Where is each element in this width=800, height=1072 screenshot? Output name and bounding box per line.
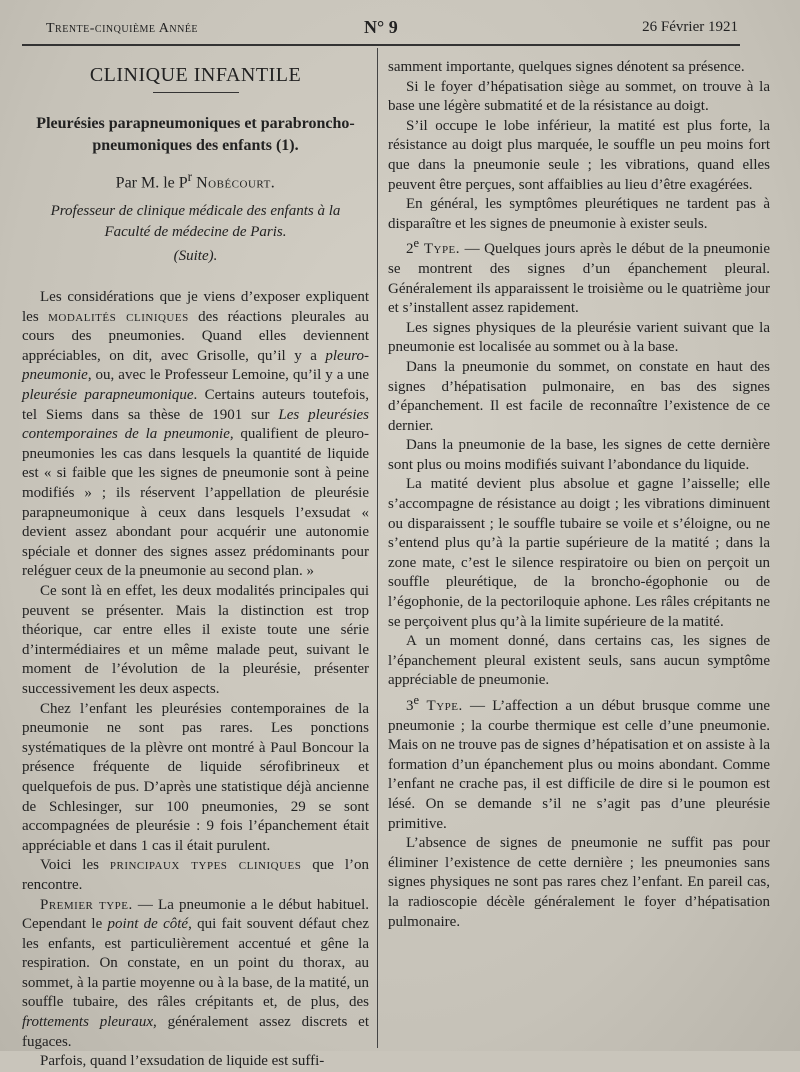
left-column	[22, 56, 369, 1072]
text-run: 2	[406, 241, 414, 258]
title-rule	[153, 92, 239, 93]
paragraph: Si le foyer d’hépatisation siège au sommet, on trouve à la base une légère submatité et de la résistance au doigt.	[388, 78, 770, 115]
article-title	[22, 113, 369, 157]
text-run: Les considérations que je viens d’exposer expliquent les	[22, 289, 369, 325]
italic-run: point de côté	[107, 916, 189, 933]
header-rule	[22, 44, 740, 46]
text-run: — Quelques jours après le début de la pneumonie se montrent des signes d’un épanchement pleural. Généralement ils apparaissent le troisième ou le quatrième jour et s’installent assez rapidement.	[388, 241, 770, 317]
italic-run: Les pleurésies contemporaines de la pneumonie	[22, 406, 369, 443]
text-run: Voici les	[40, 857, 110, 874]
paragraph: Dans la pneumonie de la base, les signes de cette dernière sont plus ou moins modifiés suivant l’abondance du liquide.	[388, 437, 770, 473]
type-heading: Premier type.	[40, 896, 133, 913]
header-issue-number: N° 9	[364, 17, 398, 37]
author-name: Nobécourt.	[196, 173, 276, 191]
paragraph	[22, 856, 369, 895]
article-title-line-1: Pleurésies parapneumoniques et parabroncho-	[36, 114, 355, 132]
italic-run: pleuro-pneumonie	[22, 347, 369, 384]
text-run: que l’on rencontre.	[22, 857, 369, 893]
header-year: Trente-cinquième Année	[46, 21, 199, 36]
affiliation-line-1: Professeur de clinique médicale des enfants à la	[50, 202, 341, 219]
author-line	[22, 167, 369, 193]
article-title-line-2: pneumoniques des enfants (1).	[92, 136, 299, 154]
header-date: 26 Février 1921	[642, 19, 738, 35]
right-column	[388, 58, 770, 932]
text-run: — La pneumonie a le début habituel. Cependant le	[22, 896, 369, 933]
paragraph	[22, 288, 369, 582]
author-prefix-sup: r	[187, 168, 193, 184]
paragraph: Ce sont là en effet, les deux modalités principales qui peuvent se présenter. Mais la distinction est trop théorique, car entre elles il existe toute une série d’intermédiaires et un même malade peut, suivant le moment de l’évolution de la pleurésie, présenter successivement les deux aspects.	[22, 583, 369, 697]
text-run: des réactions pleurales au cours des pneumonies. Quand elles deviennent appréciables, on dit, avec Grisolle, qu’il y a	[22, 308, 370, 364]
paragraph: Dans la pneumonie du sommet, on constate en haut des signes d’hépatisation pulmonaire, en bas des signes d’épanchement. Il est facile de reconnaître l’existence de ce dernier.	[388, 358, 770, 434]
paragraph: Chez l’enfant les pleurésies contemporaines de la pneumonie ne sont pas rares. Les ponctions systématiques de la plèvre ont montré à Paul Boncour la présence fréquente de liquide sérofibrineux et quelquefois de pus. D’après une statistique déjà ancienne de Schlesinger, sur 100 pneumonies, 29 se sont accompagnées de pleurésie : 9 fois l’épanchement était appréciable et dans 1 cas il était purulent.	[22, 700, 369, 854]
italic-run: pleurésie parapneumonique	[22, 387, 194, 404]
type-heading: Type.	[419, 241, 461, 258]
column-divider	[377, 48, 378, 1048]
italic-run: frottements pleuraux	[22, 1014, 154, 1031]
text-run: , qualifient de pleuro-pneumonies les cas dans lesquels la quantité de liquide est « si faible que les signes de pneumonie sont à peine modifiés » ; ils réservent l’appellation de pleurésie parapneumonique à ceux dans lesquels l’exsudat « devient assez abondant pour acquérir une autonomie spéciale et donner des signes assez prédominants pour reléguer ceux de la pneumonie au second plan. »	[22, 426, 369, 580]
paragraph: L’absence de signes de pneumonie ne suffit pas pour éliminer l’existence de cette dernière ; les pneumonies sans signes physiques ne sont pas rares chez l’enfant. En pareil cas, la radioscopie décèle généralement le foyer d’hépatisation pulmonaire.	[388, 835, 770, 930]
author-prefix: Par M. le P	[115, 173, 188, 191]
affiliation-line-2: Faculté de médecine de Paris.	[104, 223, 287, 240]
text-run: 3	[406, 698, 414, 714]
paragraph: En général, les symptômes pleurétiques ne tardent pas à disparaître et les signes de pneumonie à exister seuls.	[388, 196, 770, 232]
author-affiliation	[40, 201, 351, 243]
text-run: , qui fait souvent défaut chez les enfants, est particulièrement accentué et gêne la respiration. On constate, en un point du thorax, au sommet, à la partie moyenne ou à la base, de la matité, un souffle tubaire, des râles crépitants et, de plus, des	[22, 916, 369, 1011]
superscript: e	[413, 693, 420, 707]
small-caps-run: modalités cliniques	[48, 308, 189, 325]
paragraph	[388, 691, 770, 834]
paragraph: Les signes physiques de la pleurésie varient suivant que la pneumonie est localisée au sommet ou à la base.	[388, 319, 770, 356]
paragraph-continuation: samment importante, quelques signes dénotent sa présence.	[388, 59, 745, 75]
small-caps-run: principaux types cliniques	[109, 857, 302, 874]
section-title: CLINIQUE INFANTILE	[89, 64, 302, 86]
text-run: . Certains auteurs toutefois, tel Siems dans sa thèse de 1901 sur	[22, 387, 369, 423]
type-heading: Type.	[419, 698, 463, 714]
page-header	[46, 17, 738, 43]
paragraph	[22, 896, 369, 1053]
text-run: , généralement assez discrets et fugaces.	[22, 1014, 369, 1050]
paragraph: A un moment donné, dans certains cas, les signes de l’épanchement pleural existent seuls, sans aucun symptôme appréciable de pneumonie.	[388, 633, 770, 689]
text-run: — L’affection a un début brusque comme une pneumonie ; la courbe thermique est celle d’une pneumonie. Mais on ne trouve pas de signes d’hépatisation et on assiste à la formation d’un épanchement plus ou moins abondant. Comme l’enfant ne crache pas, il est difficile de dire si le poumon est lésé. On se demande s’il ne s’agit pas d’une pleurésie primitive.	[388, 698, 770, 832]
paragraph	[388, 234, 770, 318]
paragraph: S’il occupe le lobe inférieur, la matité est plus forte, la résistance au doigt plus marquée, le souffle un peu moins fort que dans la pneumonie seule ; les vibrations, quand elles peuvent être perçues, sont affaiblies au lieu d’être exagérées.	[388, 117, 770, 193]
superscript: e	[413, 236, 420, 251]
text-run: , ou, avec le Professeur Lemoine, qu’il y a une	[87, 367, 369, 384]
paragraph: Parfois, quand l’exsudation de liquide est suffi-	[40, 1053, 325, 1070]
paragraph: La matité devient plus absolue et gagne l’aisselle; elle s’accompagne de résistance au doigt ; les vibrations diminuent ou disparaissent ; le souffle tubaire se voile et s’éloigne, ou ne s’entend plus qu’à la partie supérieure de la matité ; dans la zone mate, c’est le silence respiratoire ou bien on perçoit un souffle pleurétique, de la broncho-égophonie ou de l’égophonie, de la pectoriloquie aphone. Les râles crépitants ne se perçoivent plus qu’à la limite supérieure de la matité.	[388, 476, 770, 630]
suite-label: (Suite).	[173, 247, 218, 264]
